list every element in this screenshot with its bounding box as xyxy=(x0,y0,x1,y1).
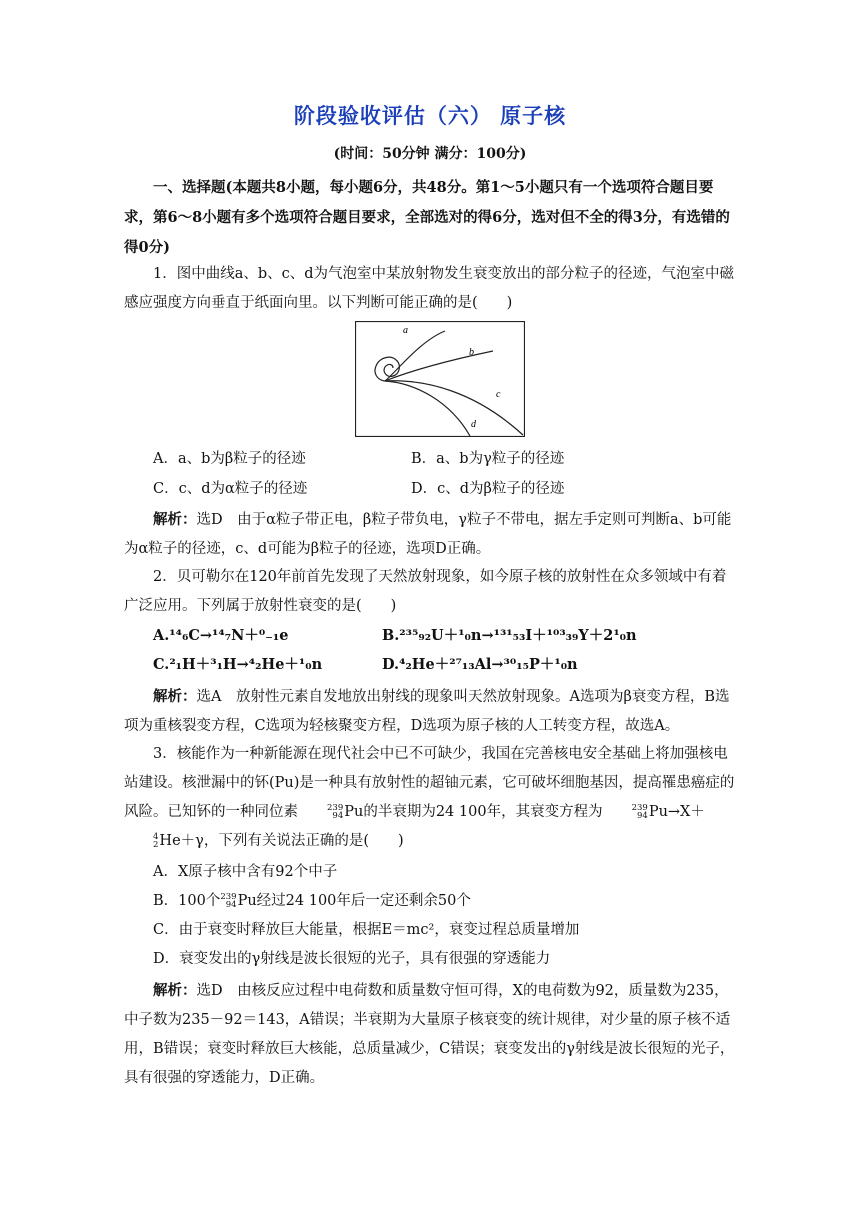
q3-stem-part2: Pu的半衰期为24 100年，其衰变方程为 xyxy=(344,804,603,820)
q2-analysis xyxy=(124,682,739,741)
track-c xyxy=(385,381,523,435)
question-1-stem: 1．图中曲线a、b、c、d为气泡室中某放射物发生衰变放出的部分粒子的径迹，气泡室中磁感应强度方向垂直于纸面向里。以下判断可能正确的是( ) xyxy=(124,266,735,311)
q3-option-d: D．衰变发出的γ射线是波长很短的光子，具有很强的穿透能力 xyxy=(153,951,551,967)
q3-analysis xyxy=(124,976,739,1093)
analysis-text: 选A 放射性元素自发地放出射线的现象叫天然放射现象。A选项为β衰变方程，B选项为重核裂变方程，C选项为轻核聚变方程，D选项为原子核的人工转变方程，故选A。 xyxy=(124,689,730,734)
q3-stem-part3: Pu→X＋ xyxy=(648,804,705,820)
track-b xyxy=(385,351,493,381)
q1-option-a: A．a、b为β粒子的径迹 xyxy=(153,451,306,467)
analysis-text: 选D 由核反应过程中电荷数和质量数守恒可得，X的电荷数为92，质量数为235，中子数为235－92＝143，A错误；半衰期为大量原子核衰变的统计规律，对少量的原子核不适用，B错误；衰变时释放巨大核能，总质量减少，C错误；衰变发出的γ射线是波长很短的光子，具有很强的穿透能力，D正确。 xyxy=(124,983,735,1086)
pu-atomic-number: 94 xyxy=(225,900,237,910)
pu-isotope-index xyxy=(220,893,236,909)
bubble-chamber-figure xyxy=(355,321,525,437)
q3-option-a: A．X原子核中含有92个中子 xyxy=(153,864,338,880)
pu-isotope-index xyxy=(298,804,343,820)
q3-stem-part4: He＋γ，下列有关说法正确的是( ) xyxy=(159,833,404,849)
figure-frame xyxy=(356,322,525,437)
he-mass-number: 4 xyxy=(153,832,159,842)
label-b: b xyxy=(469,347,474,358)
analysis-label: 解析： xyxy=(153,511,197,528)
q1-option-b: B．a、b为γ粒子的径迹 xyxy=(411,451,565,467)
pu-mass-number: 239 xyxy=(220,892,237,902)
pu-mass-number: 239 xyxy=(327,803,344,813)
question-2-stem: 2．贝可勒尔在120年前首先发现了天然放射现象，如今原子核的放射性在众多领域中有着广泛应用。下列属于放射性衰变的是( ) xyxy=(124,569,727,614)
pu-atomic-number: 94 xyxy=(332,811,344,821)
q2-option-d: D.⁴₂He＋²⁷₁₃Al→³⁰₁₅P＋¹₀n xyxy=(382,656,578,673)
page-title: 阶段验收评估（六） 原子核 xyxy=(293,103,567,128)
label-d: d xyxy=(471,419,476,430)
section-heading: 一、选择题 xyxy=(153,179,226,196)
analysis-text: 选D 由于α粒子带正电，β粒子带负电，γ粒子不带电，据左手定则可判断a、b可能为α粒子的径迹，c、d可能为β粒子的径迹，选项D正确。 xyxy=(124,512,732,557)
q3-option-b xyxy=(153,890,471,912)
q3-option-b-part2: Pu经过24 100年后一定还剩余50个 xyxy=(237,893,471,909)
label-c: c xyxy=(496,389,501,400)
pu-atomic-number: 94 xyxy=(636,811,648,821)
analysis-label: 解析： xyxy=(153,688,197,705)
q1-analysis xyxy=(124,505,739,564)
he-atomic-number: 2 xyxy=(153,840,159,850)
track-a-outer xyxy=(385,331,445,381)
question-3-stem xyxy=(124,740,739,856)
q2-option-c: C.²₁H＋³₁H→⁴₂He＋¹₀n xyxy=(153,656,323,673)
pu-isotope-index xyxy=(603,804,648,820)
track-d xyxy=(385,381,470,436)
q2-option-a: A.¹⁴₆C→¹⁴₇N＋⁰₋₁e xyxy=(153,627,289,644)
q3-option-c: C．由于衰变时释放巨大能量，根据E＝mc²，衰变过程总质量增加 xyxy=(153,922,580,938)
q1-option-c: C．c、d为α粒子的径迹 xyxy=(153,481,308,497)
analysis-label: 解析： xyxy=(153,982,197,999)
section-instructions xyxy=(124,173,739,263)
q1-option-d: D．c、d为β粒子的径迹 xyxy=(411,481,565,497)
q2-option-b: B.²³⁵₉₂U＋¹₀n→¹³¹₅₃I＋¹⁰³₃₉Y＋2¹₀n xyxy=(382,627,637,644)
q3-stem-part1: 3．核能作为一种新能源在现代社会中已不可缺少，我国在完善核电安全基础上将加强核电站建设。核泄漏中的钚(Pu)是一种具有放射性的超铀元素，它可破坏细胞基因，提高罹患癌症的风险。已知钚的一种同位素 xyxy=(124,746,735,820)
q3-option-b-part1: B．100个 xyxy=(153,893,221,909)
pu-mass-number: 239 xyxy=(631,803,648,813)
label-a: a xyxy=(403,325,408,336)
section-text: (本题共8小题，每小题6分，共48分。第1～5小题只有一个选项符合题目要求，第6～8小题有多个选项符合题目要求，全部选对的得6分，选对但不全的得3分，有选错的得0分) xyxy=(124,179,730,256)
page-subtitle: (时间：50分钟 满分：100分) xyxy=(333,146,527,162)
he-isotope-index xyxy=(124,833,158,849)
